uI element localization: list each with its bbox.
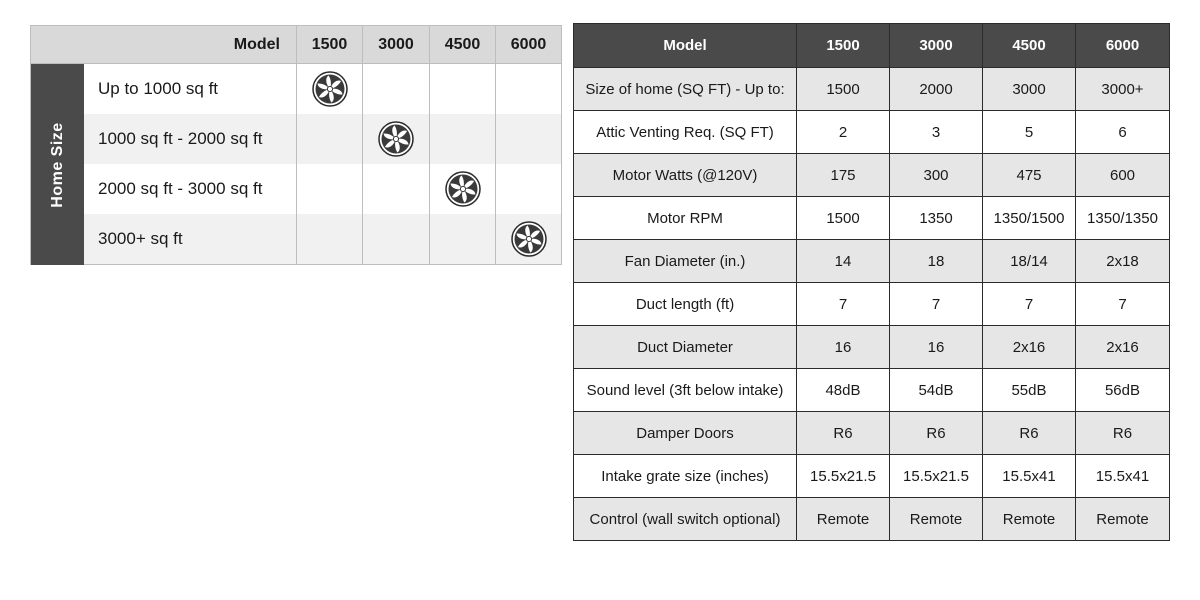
home-size-header-row (31, 26, 561, 64)
spec-cell: 3000+ (1076, 68, 1170, 111)
fan-cell (296, 64, 362, 114)
spec-cell: Remote (890, 498, 983, 541)
home-size-side-text: Home Size (48, 121, 66, 208)
empty-cell (495, 114, 561, 164)
spec-row (574, 283, 1170, 326)
spec-row-label: Motor Watts (@120V) (574, 154, 797, 197)
spec-row-label: Fan Diameter (in.) (574, 240, 797, 283)
left-col-3000: 3000 (362, 26, 429, 63)
left-col-1500: 1500 (296, 26, 362, 63)
spec-row (574, 68, 1170, 111)
spec-cell: 475 (983, 154, 1076, 197)
spec-cell: 1350/1500 (983, 197, 1076, 240)
spec-cell: 1350 (890, 197, 983, 240)
spec-cell: 15.5x41 (983, 455, 1076, 498)
spec-row (574, 369, 1170, 412)
spec-table (573, 23, 1170, 541)
spec-cell: R6 (890, 412, 983, 455)
spec-cell: 1350/1350 (1076, 197, 1170, 240)
spec-cell: 55dB (983, 369, 1076, 412)
spec-cell: 2 (797, 111, 890, 154)
spec-cell: 54dB (890, 369, 983, 412)
spec-cell: 48dB (797, 369, 890, 412)
empty-cell (362, 64, 429, 114)
fan-icon (445, 171, 481, 207)
spec-cell: 7 (983, 283, 1076, 326)
spec-cell: 3 (890, 111, 983, 154)
spec-cell: 15.5x21.5 (797, 455, 890, 498)
empty-cell (495, 164, 561, 214)
spec-row (574, 154, 1170, 197)
spec-cell: 15.5x21.5 (890, 455, 983, 498)
spec-cell: 600 (1076, 154, 1170, 197)
home-size-table (30, 25, 562, 265)
empty-cell (296, 164, 362, 214)
home-size-row-label: 1000 sq ft - 2000 sq ft (98, 129, 263, 148)
spec-cell: Remote (983, 498, 1076, 541)
spec-cell: 7 (1076, 283, 1170, 326)
fan-icon (511, 221, 547, 257)
model-header-label: Model (233, 36, 280, 53)
spec-cell: 3000 (983, 68, 1076, 111)
home-size-row-label: 3000+ sq ft (98, 229, 183, 248)
spec-row-label: Damper Doors (574, 412, 797, 455)
spec-row-label: Attic Venting Req. (SQ FT) (574, 111, 797, 154)
empty-cell (429, 114, 495, 164)
spec-cell: 300 (890, 154, 983, 197)
empty-cell (362, 214, 429, 264)
spec-header-1500: 1500 (797, 24, 890, 68)
home-size-row (84, 114, 561, 164)
spec-cell: 2x18 (1076, 240, 1170, 283)
home-size-row-label: 2000 sq ft - 3000 sq ft (98, 179, 263, 198)
spec-row (574, 240, 1170, 283)
spec-cell: 16 (797, 326, 890, 369)
empty-cell (495, 64, 561, 114)
spec-cell: 56dB (1076, 369, 1170, 412)
fan-cell (495, 214, 561, 264)
spec-cell: 18 (890, 240, 983, 283)
spec-cell: 2x16 (983, 326, 1076, 369)
fan-icon (312, 71, 348, 107)
spec-row-label: Intake grate size (inches) (574, 455, 797, 498)
spec-cell: 16 (890, 326, 983, 369)
empty-cell (362, 164, 429, 214)
spec-row (574, 326, 1170, 369)
spec-row-label: Sound level (3ft below intake) (574, 369, 797, 412)
spec-cell: 1500 (797, 68, 890, 111)
spec-header-6000: 6000 (1076, 24, 1170, 68)
empty-cell (296, 214, 362, 264)
spec-header-row (574, 24, 1170, 68)
spec-cell: 14 (797, 240, 890, 283)
spec-cell: Remote (797, 498, 890, 541)
fan-cell (362, 114, 429, 164)
spec-row (574, 111, 1170, 154)
spec-row-label: Control (wall switch optional) (574, 498, 797, 541)
spec-row-label: Motor RPM (574, 197, 797, 240)
spec-cell: 2x16 (1076, 326, 1170, 369)
spec-cell: 2000 (890, 68, 983, 111)
spec-row (574, 455, 1170, 498)
fan-icon (378, 121, 414, 157)
spec-cell: R6 (797, 412, 890, 455)
spec-header-4500: 4500 (983, 24, 1076, 68)
spec-row-label: Duct Diameter (574, 326, 797, 369)
empty-cell (429, 64, 495, 114)
home-size-side-label (31, 64, 84, 265)
spec-cell: R6 (1076, 412, 1170, 455)
spec-cell: Remote (1076, 498, 1170, 541)
spec-cell: 18/14 (983, 240, 1076, 283)
empty-cell (429, 214, 495, 264)
spec-row (574, 197, 1170, 240)
spec-row-label: Size of home (SQ FT) - Up to: (574, 68, 797, 111)
fan-cell (429, 164, 495, 214)
spec-row (574, 412, 1170, 455)
home-size-row (84, 64, 561, 114)
spec-header-model: Model (574, 24, 797, 68)
left-col-4500: 4500 (429, 26, 495, 63)
spec-cell: 175 (797, 154, 890, 197)
spec-cell: R6 (983, 412, 1076, 455)
spec-header-3000: 3000 (890, 24, 983, 68)
spec-row-label: Duct length (ft) (574, 283, 797, 326)
spec-cell: 7 (890, 283, 983, 326)
left-col-6000: 6000 (495, 26, 561, 63)
home-size-row-label: Up to 1000 sq ft (98, 79, 219, 98)
spec-cell: 1500 (797, 197, 890, 240)
home-size-row (84, 214, 561, 264)
home-size-row (84, 164, 561, 214)
spec-cell: 15.5x41 (1076, 455, 1170, 498)
spec-cell: 6 (1076, 111, 1170, 154)
spec-cell: 5 (983, 111, 1076, 154)
empty-cell (296, 114, 362, 164)
spec-row (574, 498, 1170, 541)
spec-cell: 7 (797, 283, 890, 326)
